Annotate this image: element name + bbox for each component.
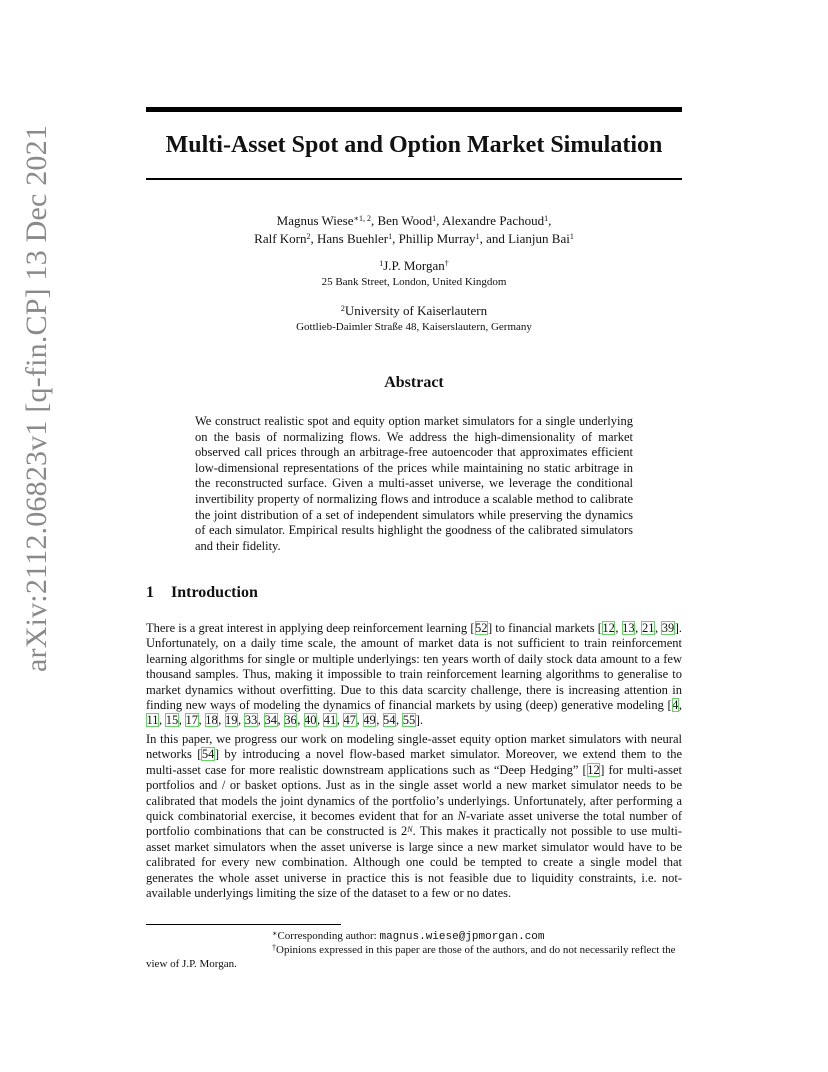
footnote-corresponding-author [146, 929, 808, 944]
author-conjunction: and [486, 231, 505, 246]
author-name: Ben Wood [377, 213, 433, 228]
author-name: Alexandre Pachoud [441, 213, 545, 228]
citation-link[interactable]: 41 [323, 713, 337, 728]
citation-link[interactable]: 4 [672, 698, 679, 713]
math-variable: N [457, 809, 466, 824]
affiliation-name: J.P. Morgan [383, 258, 445, 273]
section-title: Introduction [171, 584, 258, 601]
citation-link[interactable]: 15 [165, 713, 179, 728]
affiliation-jpmorgan [146, 257, 682, 291]
affiliation-name: University of Kaiserlautern [344, 303, 488, 318]
paper-title: Multi-Asset Spot and Option Market Simulation [165, 132, 663, 158]
author-email[interactable]: magnus.wiese@jpmorgan.com [379, 931, 545, 943]
paragraph-text: In this paper, we progress our work on modeling single-asset equity option market simulators with neural networks [ [146, 732, 682, 762]
affiliation-kaiserslautern [146, 302, 682, 336]
paragraph-text: ]. Unfortunately, on a daily time scale, the amount of market data is not sufficient to train reinforcement learning algorithms for single or multiple underlyings: ten years worth of daily stock data amount to a few thousand samples. Thus, making it impossible to train reinforcement learning algorithms to generalise to market dynamics without overfitting. Due to this data scarcity challenge, there is increasing attention in finding new ways of modeling the dynamics of financial markets by using (deep) generative modeling [ [146, 621, 682, 713]
disclaimer-mark: † [444, 259, 449, 268]
paragraph-text: . This makes it practically not possible to use multi-asset market simulators when the asset universe is large since a new market simulator would have to be calibrated for every new combination. Although one could be tempted to create a single model that generates the whole asset universe in practice this is not feasible due to liquidity constraints, i.e. not-available underlyings limiting the size of the dataset to a few or no dates. [146, 824, 682, 901]
intro-paragraph-1: There is a great interest in applying deep reinforcement learning [52] to financial markets [12, 13, 21, 39]. Unfortunately, on a daily time scale, the amount of market data is not sufficient to train reinforcement learning algorithms for single or multiple underlyings: ten years worth of daily stock data amount to a few thousand samples. Thus, making it impossible to train reinforcement learning algorithms to generalise to market dynamics without overfitting. Due to this data scarcity challenge, there is increasing attention in finding new ways of modeling the dynamics of financial markets by using (deep) generative modeling [4, 11, 15, 17, 18, 19, 33, 34, 36, 40, 41, 47, 49, 54, 55]. [146, 621, 682, 728]
paragraph-text: ] for multi-asset portfolios and / or basket options. Just as in the single asset world a new market simulator needs to be calibrated that models the joint dynamics of the portfolio’s underlyings. Unfortunately, after performing a quick combinatorial exercise, it becomes evident that for an [146, 762, 682, 824]
citation-link[interactable]: 54 [383, 713, 396, 728]
citation-link[interactable]: 40 [304, 713, 317, 728]
citation-link[interactable]: 39 [661, 621, 675, 635]
citation-link[interactable]: 11 [146, 713, 159, 728]
author-name: Ralf Korn [254, 231, 307, 246]
author-name: Phillip Murray [398, 231, 476, 246]
paragraph-text: There is a great interest in applying deep reinforcement learning [ [146, 621, 475, 635]
author-affiliation-mark: 1 [544, 214, 549, 223]
citation-link[interactable]: 55 [402, 713, 416, 728]
footnote-rule [146, 924, 341, 925]
author-name: Lianjun Bai [508, 231, 570, 246]
title-top-rule [146, 107, 682, 112]
citation-list: 4, 11, 15, 17, 18, 19, 33, 34, 36, 40, 41, 47, 49, 54, 55 [146, 698, 682, 728]
title-bottom-rule [146, 178, 682, 180]
citation-link[interactable]: 52 [475, 621, 488, 635]
affiliation-mark: 1 [379, 259, 384, 268]
section-number: 1 [146, 584, 154, 601]
affiliation-address: 25 Bank Street, London, United Kingdom [321, 276, 507, 288]
paragraph-text: ] by introducing a novel flow-based market simulator. Moreover, we extend them to the multi-asset case for more realistic downstream applications such as “Deep Hedging” [ [146, 747, 683, 777]
footnote-mark: † [272, 943, 276, 952]
author-affiliation-mark: 1 [388, 232, 393, 241]
section-heading [146, 584, 258, 602]
citation-link[interactable]: 34 [264, 713, 278, 728]
citation-link[interactable]: 49 [363, 713, 376, 728]
author-affiliation-mark: ∗1, 2 [353, 214, 371, 223]
author-affiliation-mark: 2 [306, 232, 311, 241]
author-affiliation-mark: 1 [569, 232, 574, 241]
author-name: Magnus Wiese [276, 213, 354, 228]
footnote-mark: ∗ [272, 929, 278, 938]
affiliation-mark: 2 [340, 304, 345, 313]
footnote-disclaimer [146, 943, 682, 971]
citation-link[interactable]: 47 [343, 713, 357, 728]
citation-link[interactable]: 13 [622, 621, 635, 635]
author-list: Magnus Wiese$^{∗1, 2}$, Ben Wood$^1$, Alexandre Pachoud$^1$, Ralf Korn$^2$, Hans Buehler$^1$, Phillip Murray$^1$, and Lianjun Bai$^1$ [254, 213, 574, 246]
paragraph-text: ]. [415, 713, 424, 728]
citation-link[interactable]: 12 [602, 621, 615, 635]
citation-link[interactable]: 21 [641, 621, 655, 635]
citation-link[interactable]: 36 [284, 713, 297, 728]
author-affiliation-mark: 1 [475, 232, 480, 241]
intro-paragraph-2 [146, 732, 682, 901]
arxiv-identifier: arXiv:2112.06823v1 [q-fin.CP] 13 Dec 2021 [20, 124, 53, 672]
footnote-text: Corresponding author: [277, 930, 380, 942]
citation-link[interactable]: 54 [201, 747, 215, 762]
abstract-heading: Abstract [384, 374, 444, 391]
citation-link[interactable]: 12 [587, 762, 600, 777]
math-power [401, 824, 413, 838]
citation-link[interactable]: 18 [205, 713, 218, 728]
math-base: 2 [401, 824, 408, 839]
paragraph-text: -variate asset universe the total number of portfolio combinations that can be constructed is [146, 809, 682, 839]
citation-link[interactable]: 33 [244, 713, 258, 728]
citation-link[interactable]: 17 [185, 713, 199, 728]
affiliation-address: Gottlieb-Daimler Straße 48, Kaiserslautern, Germany [296, 321, 532, 333]
abstract-text: We construct realistic spot and equity option market simulators for a single underlying on the basis of normalizing flows. We address the high-dimensionality of market observed call prices through an arbitrage-free autoencoder that approximates efficient low-dimensional representations of the prices while maintaining no static arbitrage in the reconstructed surface. Given a multi-asset universe, we leverage the conditional invertibility property of normalizing flows and introduce a scalable method to calibrate the joint distribution of a set of independent simulators while preserving the dynamics of each simulator. Empirical results highlight the goodness of the calibrated simulators and their fidelity. [195, 414, 633, 553]
author-affiliation-mark: 1 [432, 214, 437, 223]
author-name: Hans Buehler [317, 231, 389, 246]
math-exponent: N [407, 825, 413, 835]
citation-link[interactable]: 19 [225, 713, 238, 728]
paragraph-text: ] to financial markets [ [488, 621, 602, 635]
footnote-text: Opinions expressed in this paper are those of the authors, and do not necessarily reflect the view of J.P. Morgan. [146, 944, 676, 970]
